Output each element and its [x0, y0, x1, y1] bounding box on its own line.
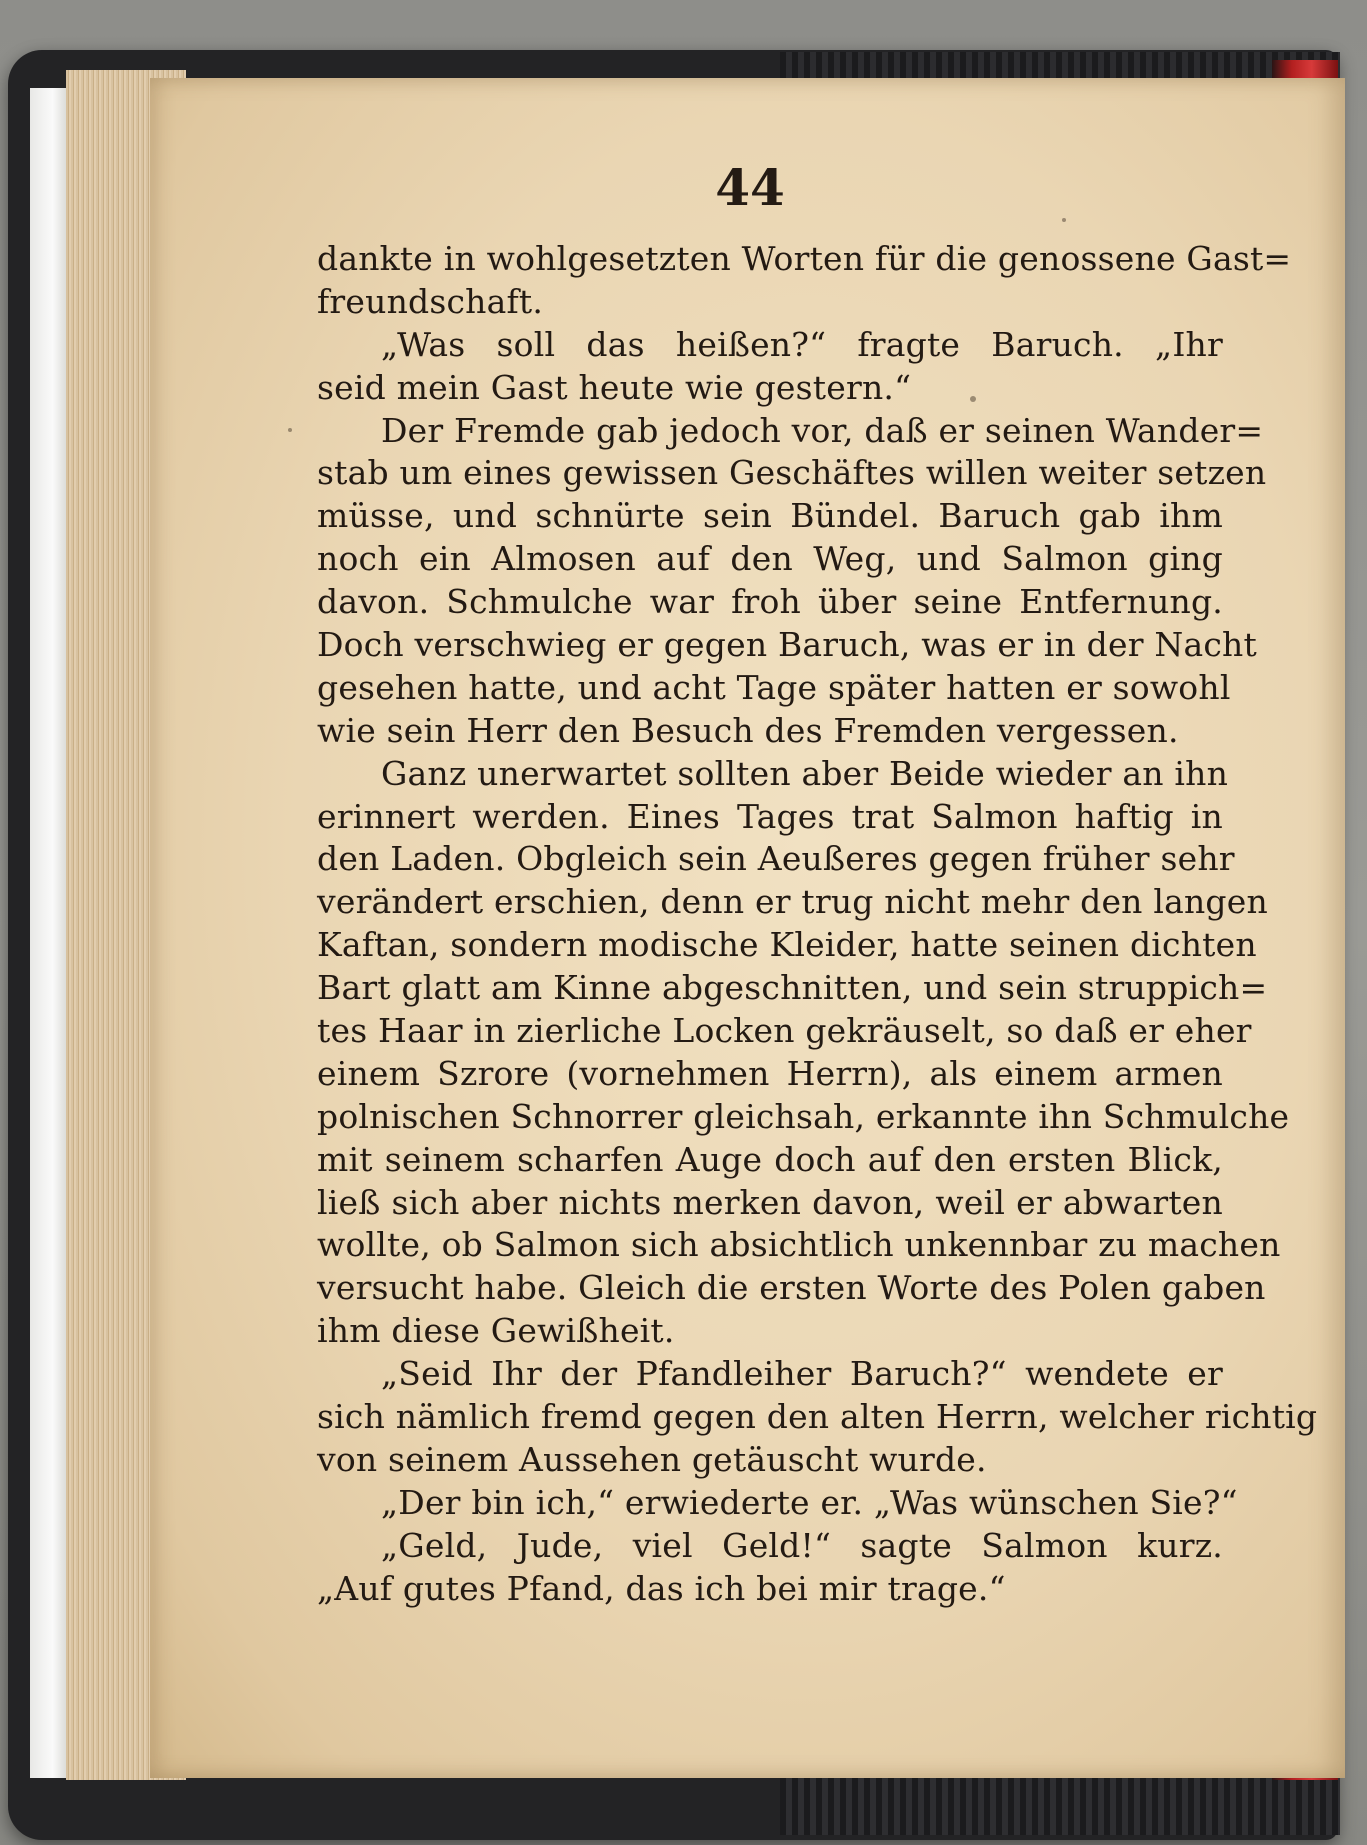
text-line: tes Haar in zierliche Locken gekräuselt, so daß er eher: [317, 1011, 1252, 1051]
text-line: erinnert werden. Eines Tages trat Salmon haftig in: [317, 796, 1223, 836]
text-line: freundschaft.: [317, 281, 544, 321]
text-line: dankte in wohlgesetzten Worten für die genossene Gast=: [317, 239, 1292, 278]
text-line: sich nämlich fremd gegen den alten Herrn, welcher richtig: [317, 1397, 1318, 1437]
text-line: müsse, und schnürte sein Bündel. Baruch gab ihm: [317, 496, 1223, 536]
spine-edge: [30, 88, 68, 1778]
text-line: von seinem Aussehen getäuscht wurde.: [317, 1439, 987, 1479]
page-number: 44: [715, 158, 785, 217]
body-text: [317, 238, 1318, 1611]
text-line: Bart glatt am Kinne abgeschnitten, und sein struppich=: [317, 968, 1268, 1008]
text-line: davon. Schmulche war froh über seine Entfernung.: [317, 582, 1223, 622]
text-line: mit seinem scharfen Auge doch auf den ersten Blick,: [317, 1139, 1223, 1179]
paper-speck: [1062, 218, 1066, 222]
text-line: verändert erschien, denn er trug nicht mehr den langen: [317, 882, 1268, 922]
text-line: stab um eines gewissen Geschäftes willen weiter setzen: [317, 453, 1267, 493]
text-line: „Was soll das heißen?“ fragte Baruch. „Ihr: [381, 324, 1223, 364]
text-line: „Seid Ihr der Pfandleiher Baruch?“ wendete er: [381, 1354, 1223, 1394]
text-line: ließ sich aber nichts merken davon, weil er abwarten: [317, 1182, 1223, 1222]
text-line: ihm diese Gewißheit.: [317, 1311, 675, 1351]
text-line: versucht habe. Gleich die ersten Worte des Polen gaben: [317, 1268, 1266, 1308]
text-line: „Der bin ich,“ erwiederte er. „Was wünschen Sie?“: [381, 1482, 1238, 1522]
text-line: polnischen Schnorrer gleichsah, erkannte ihn Schmulche: [317, 1096, 1290, 1136]
text-line: wie sein Herr den Besuch des Fremden vergessen.: [317, 710, 1179, 750]
text-line: „Auf gutes Pfand, das ich bei mir trage.“: [317, 1568, 1006, 1608]
paper-speck: [288, 428, 292, 432]
text-line: Ganz unerwartet sollten aber Beide wieder an ihn: [381, 753, 1229, 793]
text-line: einem Szrore (vornehmen Herrn), als einem armen: [317, 1053, 1223, 1093]
text-line: „Geld, Jude, viel Geld!“ sagte Salmon kurz.: [381, 1525, 1223, 1565]
text-line: Doch verschwieg er gegen Baruch, was er in der Nacht: [317, 625, 1257, 665]
text-line: gesehen hatte, und acht Tage später hatten er sowohl: [317, 667, 1231, 707]
text-line: Kaftan, sondern modische Kleider, hatte seinen dichten: [317, 925, 1257, 965]
book-page: [150, 78, 1345, 1778]
text-line: den Laden. Obgleich sein Aeußeres gegen früher sehr: [317, 839, 1235, 879]
text-line: noch ein Almosen auf den Weg, und Salmon ging: [317, 539, 1223, 579]
text-line: seid mein Gast heute wie gestern.“: [317, 367, 912, 407]
text-line: wollte, ob Salmon sich absichtlich unkennbar zu machen: [317, 1225, 1281, 1265]
text-line: Der Fremde gab jedoch vor, daß er seinen Wander=: [381, 410, 1264, 450]
